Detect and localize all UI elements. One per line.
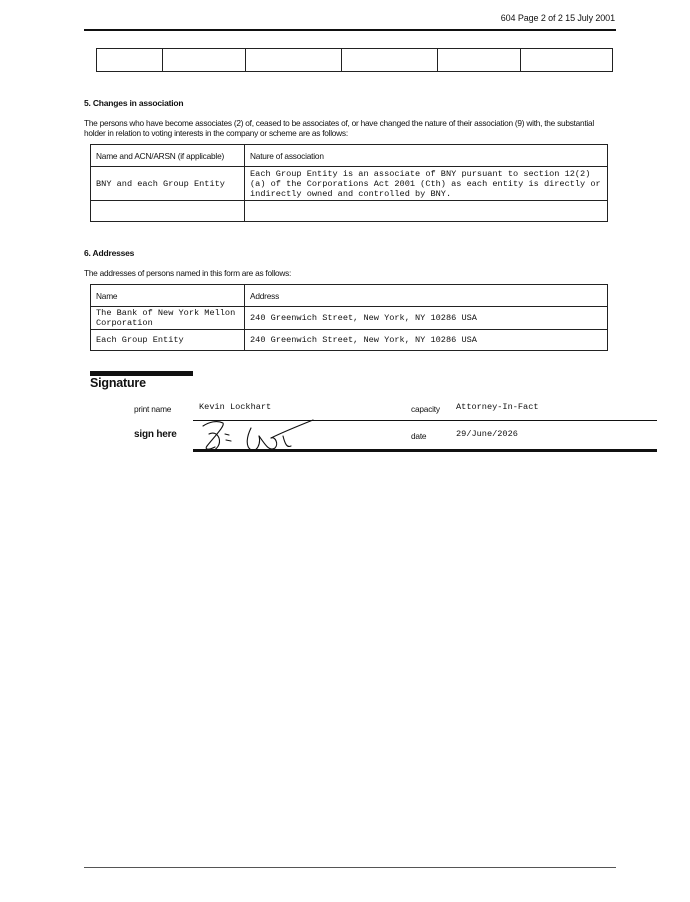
empty-cell (246, 49, 342, 72)
capacity-label: capacity (411, 404, 440, 414)
footer-rule (84, 867, 616, 868)
table-row (91, 330, 608, 351)
table-row (91, 201, 608, 222)
print-name-value: Kevin Lockhart (199, 402, 272, 412)
association-name: BNY and each Group Entity (91, 167, 245, 201)
signature-title: Signature (90, 376, 146, 390)
column-header-name: Name and ACN/ARSN (if applicable) (91, 145, 245, 167)
section-6-title: 6. Addresses (84, 248, 135, 258)
date-label: date (411, 431, 427, 441)
section-5-title: 5. Changes in association (84, 98, 184, 108)
sign-here-label: sign here (134, 429, 177, 440)
section-5-intro: The persons who have become associates (2) of, ceased to be associates of, or have changed the nature of their association (9) with, the substantial holder in relation to voting interests in the company or scheme are as follows: (84, 118, 594, 138)
empty-cell (438, 49, 521, 72)
table-row (97, 49, 613, 72)
address-value: 240 Greenwich Street, New York, NY 10286 USA (245, 307, 608, 330)
addresses-table (90, 284, 608, 351)
section-6-intro: The addresses of persons named in this form are as follows: (84, 268, 292, 278)
continuation-table (96, 48, 613, 72)
column-header-nature: Nature of association (245, 145, 608, 167)
empty-cell (521, 49, 613, 72)
address-name: The Bank of New York Mellon Corporation (91, 307, 245, 330)
column-header-name: Name (91, 285, 245, 307)
page-header: 604 Page 2 of 2 15 July 2001 (500, 13, 615, 23)
table-row (91, 307, 608, 330)
table-header-row (91, 285, 608, 307)
column-header-address: Address (245, 285, 608, 307)
table-row (91, 167, 608, 201)
header-rule (84, 29, 616, 31)
empty-cell (163, 49, 246, 72)
empty-cell (97, 49, 163, 72)
association-table (90, 144, 608, 222)
sign-here-rule (193, 449, 657, 452)
print-name-label: print name (134, 404, 172, 414)
address-value: 240 Greenwich Street, New York, NY 10286 USA (245, 330, 608, 351)
date-value: 29/June/2026 (456, 429, 518, 439)
capacity-value: Attorney-In-Fact (456, 402, 539, 412)
association-nature: Each Group Entity is an associate of BNY pursuant to section 12(2)(a) of the Corporations Act 2001 (Cth) as each entity is directly or indirectly owned and controlled by BNY. (245, 167, 608, 201)
empty-cell (91, 201, 245, 222)
empty-cell (342, 49, 438, 72)
empty-cell (245, 201, 608, 222)
address-name: Each Group Entity (91, 330, 245, 351)
table-header-row (91, 145, 608, 167)
